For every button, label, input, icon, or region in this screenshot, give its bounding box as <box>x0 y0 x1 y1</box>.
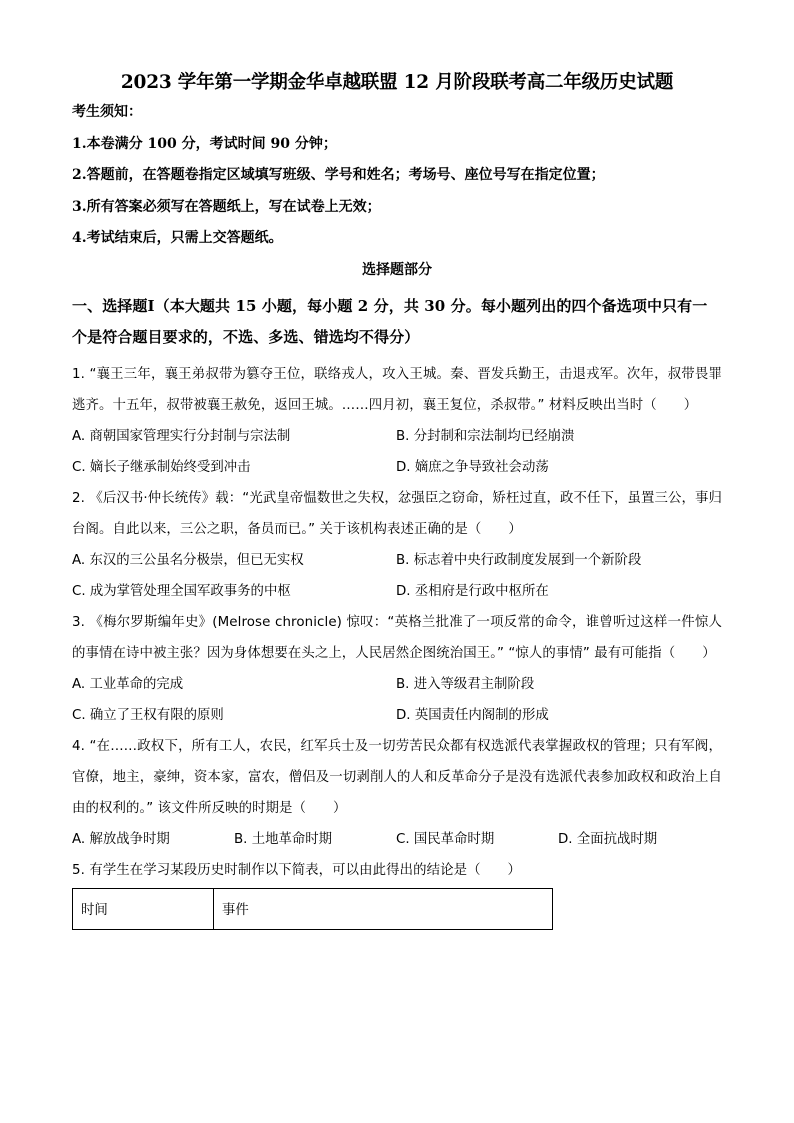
question-stem: 2. 《后汉书·仲长统传》载：“光武皇帝愠数世之失权，忿强臣之窃命，矫枉过直，政不任下，虽置三公，事归台阁。自此以来，三公之职，备员而已。” 关于该机构表述正确的是（ ） <box>72 490 722 537</box>
option-a: A. 工业革命的完成 <box>72 676 184 692</box>
notice-item: 4.考试结束后，只需上交答题纸。 <box>72 230 283 246</box>
option-c: C. 嫡长子继承制始终受到冲击 <box>72 459 251 475</box>
question-stem: 1. “襄王三年，襄王弟叔带为篡夺王位，联络戎人，攻入王城。秦、晋发兵勤王，击退戎军。次年，叔带畏罪逃齐。十五年，叔带被襄王赦免，返回王城。……四月初，襄王复位，杀叔带。” 材料反映出当时（ ） <box>72 366 722 413</box>
question-table <box>72 888 553 930</box>
table-header-time: 时间 <box>73 888 214 929</box>
question-options <box>72 545 722 607</box>
question-stem: 3. 《梅尔罗斯编年史》(Melrose chronicle) 惊叹：“英格兰批准了一项反常的命令，谁曾听过这样一件惊人的事情在诗中被主张？因为身体想要在头之上，人民居然企图统治国王。” “惊人的事情” 最有可能指（ ） <box>72 614 722 661</box>
option-a: A. 商朝国家管理实行分封制与宗法制 <box>72 428 291 444</box>
question-4 <box>72 731 722 855</box>
exam-title: 2023 学年第一学期金华卓越联盟 12 月阶段联考高二年级历史试题 <box>120 72 674 93</box>
question-options <box>72 669 722 731</box>
exam-notice <box>72 102 722 249</box>
section-title: 选择题部分 <box>362 261 432 278</box>
option-a: A. 解放战争时期 <box>72 831 170 847</box>
part-heading: 一、选择题Ⅰ（本大题共 15 小题，每小题 2 分，共 30 分。每小题列出的四个备选项中只有一个是符合题目要求的，不选、多选、错选均不得分） <box>72 296 708 346</box>
option-a: A. 东汉的三公虽名分极崇，但已无实权 <box>72 552 304 568</box>
notice-item: 2.答题前，在答题卷指定区域填写班级、学号和姓名；考场号、座位号写在指定位置； <box>72 167 605 183</box>
question-stem: 4. “在……政权下，所有工人，农民，红军兵士及一切劳苦民众都有权选派代表掌握政权的管理；只有军阀，官僚，地主，豪绅，资本家，富农，僧侣及一切剥削人的人和反革命分子是没有选派代表参加政权和政治上自由的权利的。” 该文件所反映的时期是（ ） <box>72 738 722 816</box>
question-5 <box>72 855 722 930</box>
option-c: C. 确立了王权有限的原则 <box>72 707 224 723</box>
option-d: D. 英国责任内阁制的形成 <box>396 707 549 723</box>
question-2 <box>72 483 722 607</box>
option-b: B. 土地革命时期 <box>234 831 333 847</box>
option-b: B. 进入等级君主制阶段 <box>396 676 535 692</box>
question-1 <box>72 359 722 483</box>
notice-heading: 考生须知： <box>72 104 142 120</box>
option-c: C. 国民革命时期 <box>396 831 495 847</box>
option-d: D. 丞相府是行政中枢所在 <box>396 583 549 599</box>
option-b: B. 标志着中央行政制度发展到一个新阶段 <box>396 552 642 568</box>
notice-item: 1.本卷满分 100 分，考试时间 90 分钟； <box>72 135 337 152</box>
notice-item: 3.所有答案必须写在答题纸上，写在试卷上无效； <box>72 198 381 215</box>
option-c: C. 成为掌管处理全国军政事务的中枢 <box>72 583 291 599</box>
question-stem: 5. 有学生在学习某段历史时制作以下简表，可以由此得出的结论是（ ） <box>72 862 522 878</box>
table-header-row <box>73 888 553 929</box>
option-d: D. 嫡庶之争导致社会动荡 <box>396 459 549 475</box>
question-options <box>72 824 722 855</box>
option-d: D. 全面抗战时期 <box>558 831 658 847</box>
question-3 <box>72 607 722 731</box>
exam-page <box>72 68 722 930</box>
option-b: B. 分封制和宗法制均已经崩溃 <box>396 428 575 444</box>
question-options <box>72 421 722 483</box>
table-header-event: 事件 <box>214 888 553 929</box>
